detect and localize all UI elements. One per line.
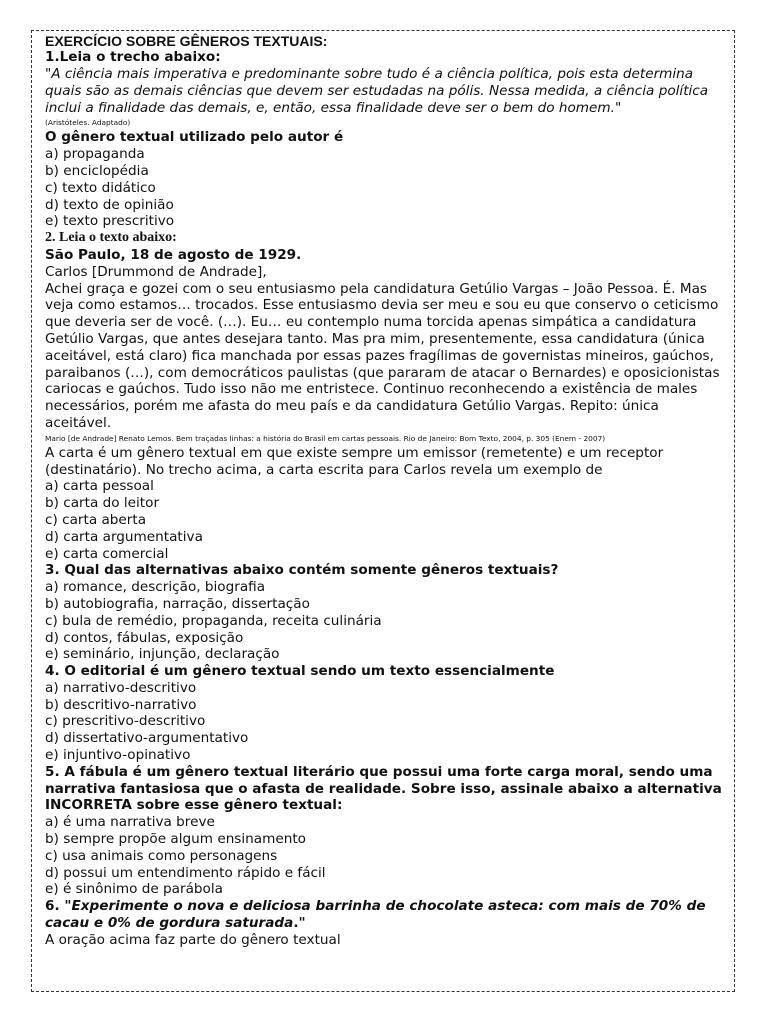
q2-option-e: e) carta comercial <box>45 545 169 562</box>
q3-option-d: d) contos, fábulas, exposição <box>45 629 244 646</box>
q4-question: 4. O editorial é um gênero textual sendo um texto essencialmente <box>45 663 555 680</box>
q5-option-d: d) possui um entendimento rápido e fácil <box>45 864 326 881</box>
q6-number: 6. <box>45 898 60 915</box>
q6-quote-close: ." <box>293 915 306 932</box>
q5-option-a: a) é uma narrativa breve <box>45 814 215 831</box>
q2-question: A carta é um gênero textual em que existe sempre um emissor (remetente) e um receptor (destinatário). No trecho acima, a carta escrita para Carlos revela um exemplo de <box>45 444 664 478</box>
q5-option-c: c) usa animais como personagens <box>45 847 278 864</box>
q3-option-b: b) autobiografia, narração, dissertação <box>45 595 310 612</box>
q1-option-b: b) enciclopédia <box>45 162 149 179</box>
q1-source: (Aristóteles. Adaptado) <box>45 118 131 128</box>
q6-question: A oração acima faz parte do gênero textual <box>45 931 341 948</box>
q3-question: 3. Qual das alternativas abaixo contém somente gêneros textuais? <box>45 562 559 579</box>
q4-option-d: d) dissertativo-argumentativo <box>45 730 249 747</box>
q6-quote-open: " <box>59 898 72 915</box>
q4-option-b: b) descritivo-narrativo <box>45 696 197 713</box>
q2-heading: 2. Leia o texto abaixo: <box>45 230 177 246</box>
q6-slogan <box>45 898 725 932</box>
q1-option-e: e) texto prescritivo <box>45 213 175 230</box>
q2-option-a: a) carta pessoal <box>45 478 154 495</box>
q5-option-e: e) é sinônimo de parábola <box>45 881 223 898</box>
q1-option-a: a) propaganda <box>45 146 145 163</box>
q1-quote: "A ciência mais imperativa e predominante sobre tudo é a ciência política, pois esta determina quais são as demais ciências que devem ser estudadas na pólis. Nessa medida, a ciência política inclui a finalidade das demais, e, então, essa finalidade deve ser o bem do homem." <box>45 66 709 116</box>
q1-option-c: c) texto didático <box>45 179 156 196</box>
q3-option-a: a) romance, descrição, biografia <box>45 579 266 596</box>
q2-greeting: Carlos [Drummond de Andrade], <box>45 263 267 280</box>
q1-heading: 1.Leia o trecho abaixo: <box>45 49 221 65</box>
q5-option-b: b) sempre propõe algum ensinamento <box>45 831 306 848</box>
q3-option-c: c) bula de remédio, propaganda, receita culinária <box>45 612 382 629</box>
worksheet-title: EXERCÍCIO SOBRE GÊNEROS TEXTUAIS: <box>45 33 328 49</box>
q5-question: 5. A fábula é um gênero textual literário que possui uma forte carga moral, sendo uma narrativa fantasiosa que o afasta de realidade. Sobre isso, assinale abaixo a alternativa INCORRETA sobre esse gênero textual: <box>45 763 722 814</box>
q2-option-b: b) carta do leitor <box>45 495 160 512</box>
q6-quote: Experimente o nova e deliciosa barrinha de chocolate asteca: com mais de 70% de cacau e 0% de gordura saturada <box>45 898 706 932</box>
worksheet <box>45 33 725 949</box>
q2-date-line: São Paulo, 18 de agosto de 1929. <box>45 246 302 263</box>
q2-option-c: c) carta aberta <box>45 511 147 528</box>
q4-option-e: e) injuntivo-opinativo <box>45 747 191 764</box>
q1-option-d: d) texto de opinião <box>45 196 174 213</box>
q4-option-a: a) narrativo-descritivo <box>45 679 197 696</box>
q1-question: O gênero textual utilizado pelo autor é <box>45 129 344 146</box>
q2-source: Mario [de Andrade] Renato Lemos. Bem traçadas linhas: a história do Brasil em cartas pessoais. Rio de Janeiro: Bom Texto, 2004, p. 305 (Enem - 2007) <box>45 433 606 443</box>
q2-option-d: d) carta argumentativa <box>45 528 203 545</box>
q4-option-c: c) prescritivo-descritivo <box>45 713 206 730</box>
q2-letter-body: Achei graça e gozei com o seu entusiasmo pela candidatura Getúlio Vargas – João Pessoa. É. Mas veja como estamos… trocados. Esse entusiasmo devia ser meu e sou eu que conservo o ceticismo que deveria ser de você. (…). Eu… eu contemplo numa torcida apenas simpática a candidatura Getúlio Vargas, que antes desejara tanto. Mas pra mim, presentemente, essa candidatura (única aceitável, está claro) fica manchada por essas pazes fragílimas de governistas mineiros, gaúchos, paraibanos (…), com democráticos paulistas (que pararam de atacar o Bernardes) e oposicionistas cariocas e gaúchos. Tudo isso não me entristece. Continuo reconhecendo a existência de males necessários, porém me afasta do meu país e da candidatura Getúlio Vargas. Repito: única aceitável. <box>45 280 720 431</box>
q3-option-e: e) seminário, injunção, declaração <box>45 646 280 663</box>
